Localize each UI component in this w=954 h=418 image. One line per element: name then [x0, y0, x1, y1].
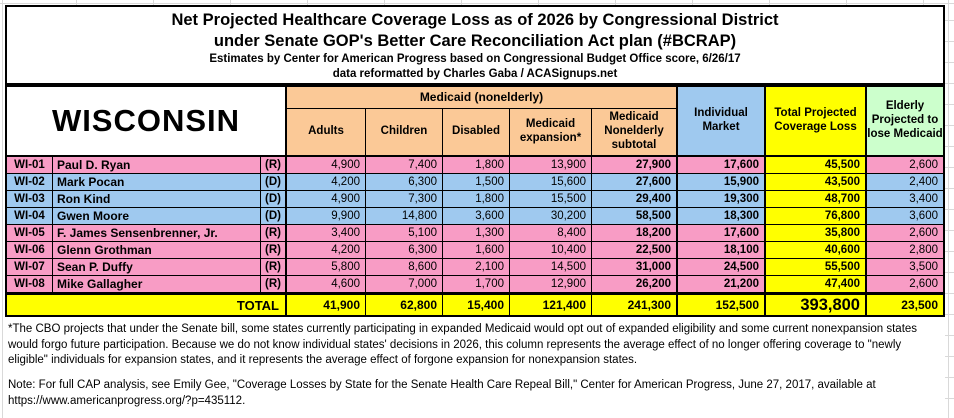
cell-disabled: 1,800 — [443, 157, 510, 174]
cell-children: 7,300 — [366, 191, 443, 208]
cell-subtotal: 22,500 — [592, 242, 678, 259]
cell-subtotal: 58,500 — [592, 208, 678, 225]
cell-adults: 4,200 — [287, 242, 366, 259]
cell-children: 6,300 — [366, 174, 443, 191]
col-header-individual-market: Individual Market — [678, 87, 766, 157]
cell-elderly: 3,400 — [867, 191, 943, 208]
coverage-loss-table — [5, 85, 945, 317]
cell-rep-name: Paul D. Ryan — [53, 157, 261, 174]
col-header-children: Children — [366, 109, 443, 157]
cell-rep-name: Mark Pocan — [53, 174, 261, 191]
cell-district: WI-01 — [7, 157, 53, 174]
cell-expansion: 15,600 — [510, 174, 592, 191]
cell-rep-name: Sean P. Duffy — [53, 259, 261, 276]
col-header-medicaid-subtotal: Medicaid Nonelderly subtotal — [592, 109, 678, 157]
cell-adults: 9,900 — [287, 208, 366, 225]
cell-district: WI-06 — [7, 242, 53, 259]
cell-adults: 4,900 — [287, 191, 366, 208]
total-row-label: TOTAL — [7, 293, 287, 315]
col-header-total-loss: Total Projected Coverage Loss — [766, 87, 867, 157]
cell-district: WI-05 — [7, 225, 53, 242]
subtitle-line-2: data reformatted by Charles Gaba / ACASignups.net — [332, 68, 618, 80]
cell-disabled: 3,600 — [443, 208, 510, 225]
cell-expansion: 12,900 — [510, 276, 592, 293]
col-header-medicaid-expansion: Medicaid expansion* — [510, 109, 592, 157]
cell-individual-market: 19,300 — [678, 191, 766, 208]
cell-expansion: 8,400 — [510, 225, 592, 242]
cell-total-elderly: 23,500 — [867, 293, 943, 315]
cell-party: (D) — [261, 191, 287, 208]
cell-individual-market: 18,100 — [678, 242, 766, 259]
cell-total-loss: 76,800 — [766, 208, 867, 225]
cell-total-loss: 45,500 — [766, 157, 867, 174]
cell-district: WI-08 — [7, 276, 53, 293]
cell-party: (R) — [261, 259, 287, 276]
cell-disabled: 1,800 — [443, 191, 510, 208]
title-line-1: Net Projected Healthcare Coverage Loss as of 2026 by Congressional District — [171, 11, 779, 29]
cell-subtotal: 27,600 — [592, 174, 678, 191]
cell-adults: 4,900 — [287, 157, 366, 174]
cell-elderly: 2,600 — [867, 157, 943, 174]
subtitle-line-1: Estimates by Center for American Progress based on Congressional Budget Office score, 6/26/17 — [209, 53, 741, 65]
cell-children: 7,000 — [366, 276, 443, 293]
cell-total-loss: 40,600 — [766, 242, 867, 259]
footnote-source-note: Note: For full CAP analysis, see Emily Gee, "Coverage Losses by State for the Senate Health Care Repeal Bill," Center for American Progress, June 27, 2017, available at https://www.americanprogress.org/?p=435112. — [8, 379, 876, 407]
cell-total-subtotal: 241,300 — [592, 293, 678, 315]
cell-subtotal: 31,000 — [592, 259, 678, 276]
cell-grand-total-loss: 393,800 — [766, 293, 867, 315]
cell-total-disabled: 15,400 — [443, 293, 510, 315]
cell-total-loss: 43,500 — [766, 174, 867, 191]
cell-elderly: 2,400 — [867, 174, 943, 191]
cell-subtotal: 27,900 — [592, 157, 678, 174]
right-gridlines — [945, 0, 954, 418]
cell-total-individual-market: 152,500 — [678, 293, 766, 315]
title-box — [5, 5, 945, 85]
cell-children: 7,400 — [366, 157, 443, 174]
top-gridline — [0, 3, 954, 4]
cell-expansion: 10,400 — [510, 242, 592, 259]
cell-total-loss: 47,400 — [766, 276, 867, 293]
title-line-2: under Senate GOP's Better Care Reconciliation Act plan (#BCRAP) — [213, 32, 737, 50]
cell-individual-market: 17,600 — [678, 225, 766, 242]
cell-party: (R) — [261, 225, 287, 242]
cell-elderly: 3,600 — [867, 208, 943, 225]
cell-children: 14,800 — [366, 208, 443, 225]
cell-subtotal: 26,200 — [592, 276, 678, 293]
cell-elderly: 2,600 — [867, 225, 943, 242]
cell-disabled: 2,100 — [443, 259, 510, 276]
cell-elderly: 2,600 — [867, 276, 943, 293]
cell-rep-name: F. James Sensenbrenner, Jr. — [53, 225, 261, 242]
col-header-elderly: Elderly Projected to lose Medicaid — [867, 87, 943, 157]
cell-expansion: 30,200 — [510, 208, 592, 225]
cell-individual-market: 17,600 — [678, 157, 766, 174]
state-name-cell: WISCONSIN — [7, 87, 287, 157]
cell-individual-market: 15,900 — [678, 174, 766, 191]
cell-total-adults: 41,900 — [287, 293, 366, 315]
right-gridline — [948, 0, 949, 418]
cell-total-loss: 48,700 — [766, 191, 867, 208]
cell-party: (D) — [261, 208, 287, 225]
cell-party: (D) — [261, 174, 287, 191]
cell-district: WI-02 — [7, 174, 53, 191]
cell-individual-market: 18,300 — [678, 208, 766, 225]
col-header-disabled: Disabled — [443, 109, 510, 157]
cell-party: (R) — [261, 242, 287, 259]
cell-district: WI-04 — [7, 208, 53, 225]
cell-children: 6,300 — [366, 242, 443, 259]
cell-total-loss: 35,800 — [766, 225, 867, 242]
cell-rep-name: Mike Gallagher — [53, 276, 261, 293]
cell-total-loss: 55,500 — [766, 259, 867, 276]
cell-district: WI-03 — [7, 191, 53, 208]
cell-disabled: 1,700 — [443, 276, 510, 293]
cell-disabled: 1,600 — [443, 242, 510, 259]
cell-subtotal: 29,400 — [592, 191, 678, 208]
cell-rep-name: Glenn Grothman — [53, 242, 261, 259]
cell-expansion: 13,900 — [510, 157, 592, 174]
cell-expansion: 14,500 — [510, 259, 592, 276]
cell-individual-market: 24,500 — [678, 259, 766, 276]
cell-elderly: 2,800 — [867, 242, 943, 259]
cell-total-expansion: 121,400 — [510, 293, 592, 315]
cell-rep-name: Ron Kind — [53, 191, 261, 208]
cell-party: (R) — [261, 157, 287, 174]
left-gridline — [2, 0, 3, 418]
cell-elderly: 3,500 — [867, 259, 943, 276]
cell-rep-name: Gwen Moore — [53, 208, 261, 225]
cell-disabled: 1,500 — [443, 174, 510, 191]
cell-adults: 3,400 — [287, 225, 366, 242]
col-group-header-medicaid: Medicaid (nonelderly) — [287, 87, 678, 109]
cell-total-children: 62,800 — [366, 293, 443, 315]
cell-adults: 5,800 — [287, 259, 366, 276]
cell-children: 8,600 — [366, 259, 443, 276]
cell-expansion: 15,500 — [510, 191, 592, 208]
cell-party: (R) — [261, 276, 287, 293]
cell-district: WI-07 — [7, 259, 53, 276]
cell-disabled: 1,300 — [443, 225, 510, 242]
footnote-expansion-asterisk: *The CBO projects that under the Senate bill, some states currently participating in expanded Medicaid would opt out of expanded eligibility and some current nonexpansion states would forgo future participation. Because we do not know individual states' decisions in 2026, this column represents the average effect of no longer offering coverage to "newly eligible" individuals for expansion states, and it represents the average effect of forgone expansion for nonexpansion states. — [8, 323, 918, 366]
cell-subtotal: 18,200 — [592, 225, 678, 242]
cell-adults: 4,600 — [287, 276, 366, 293]
col-header-adults: Adults — [287, 109, 366, 157]
cell-adults: 4,200 — [287, 174, 366, 191]
cell-children: 5,100 — [366, 225, 443, 242]
cell-individual-market: 21,200 — [678, 276, 766, 293]
